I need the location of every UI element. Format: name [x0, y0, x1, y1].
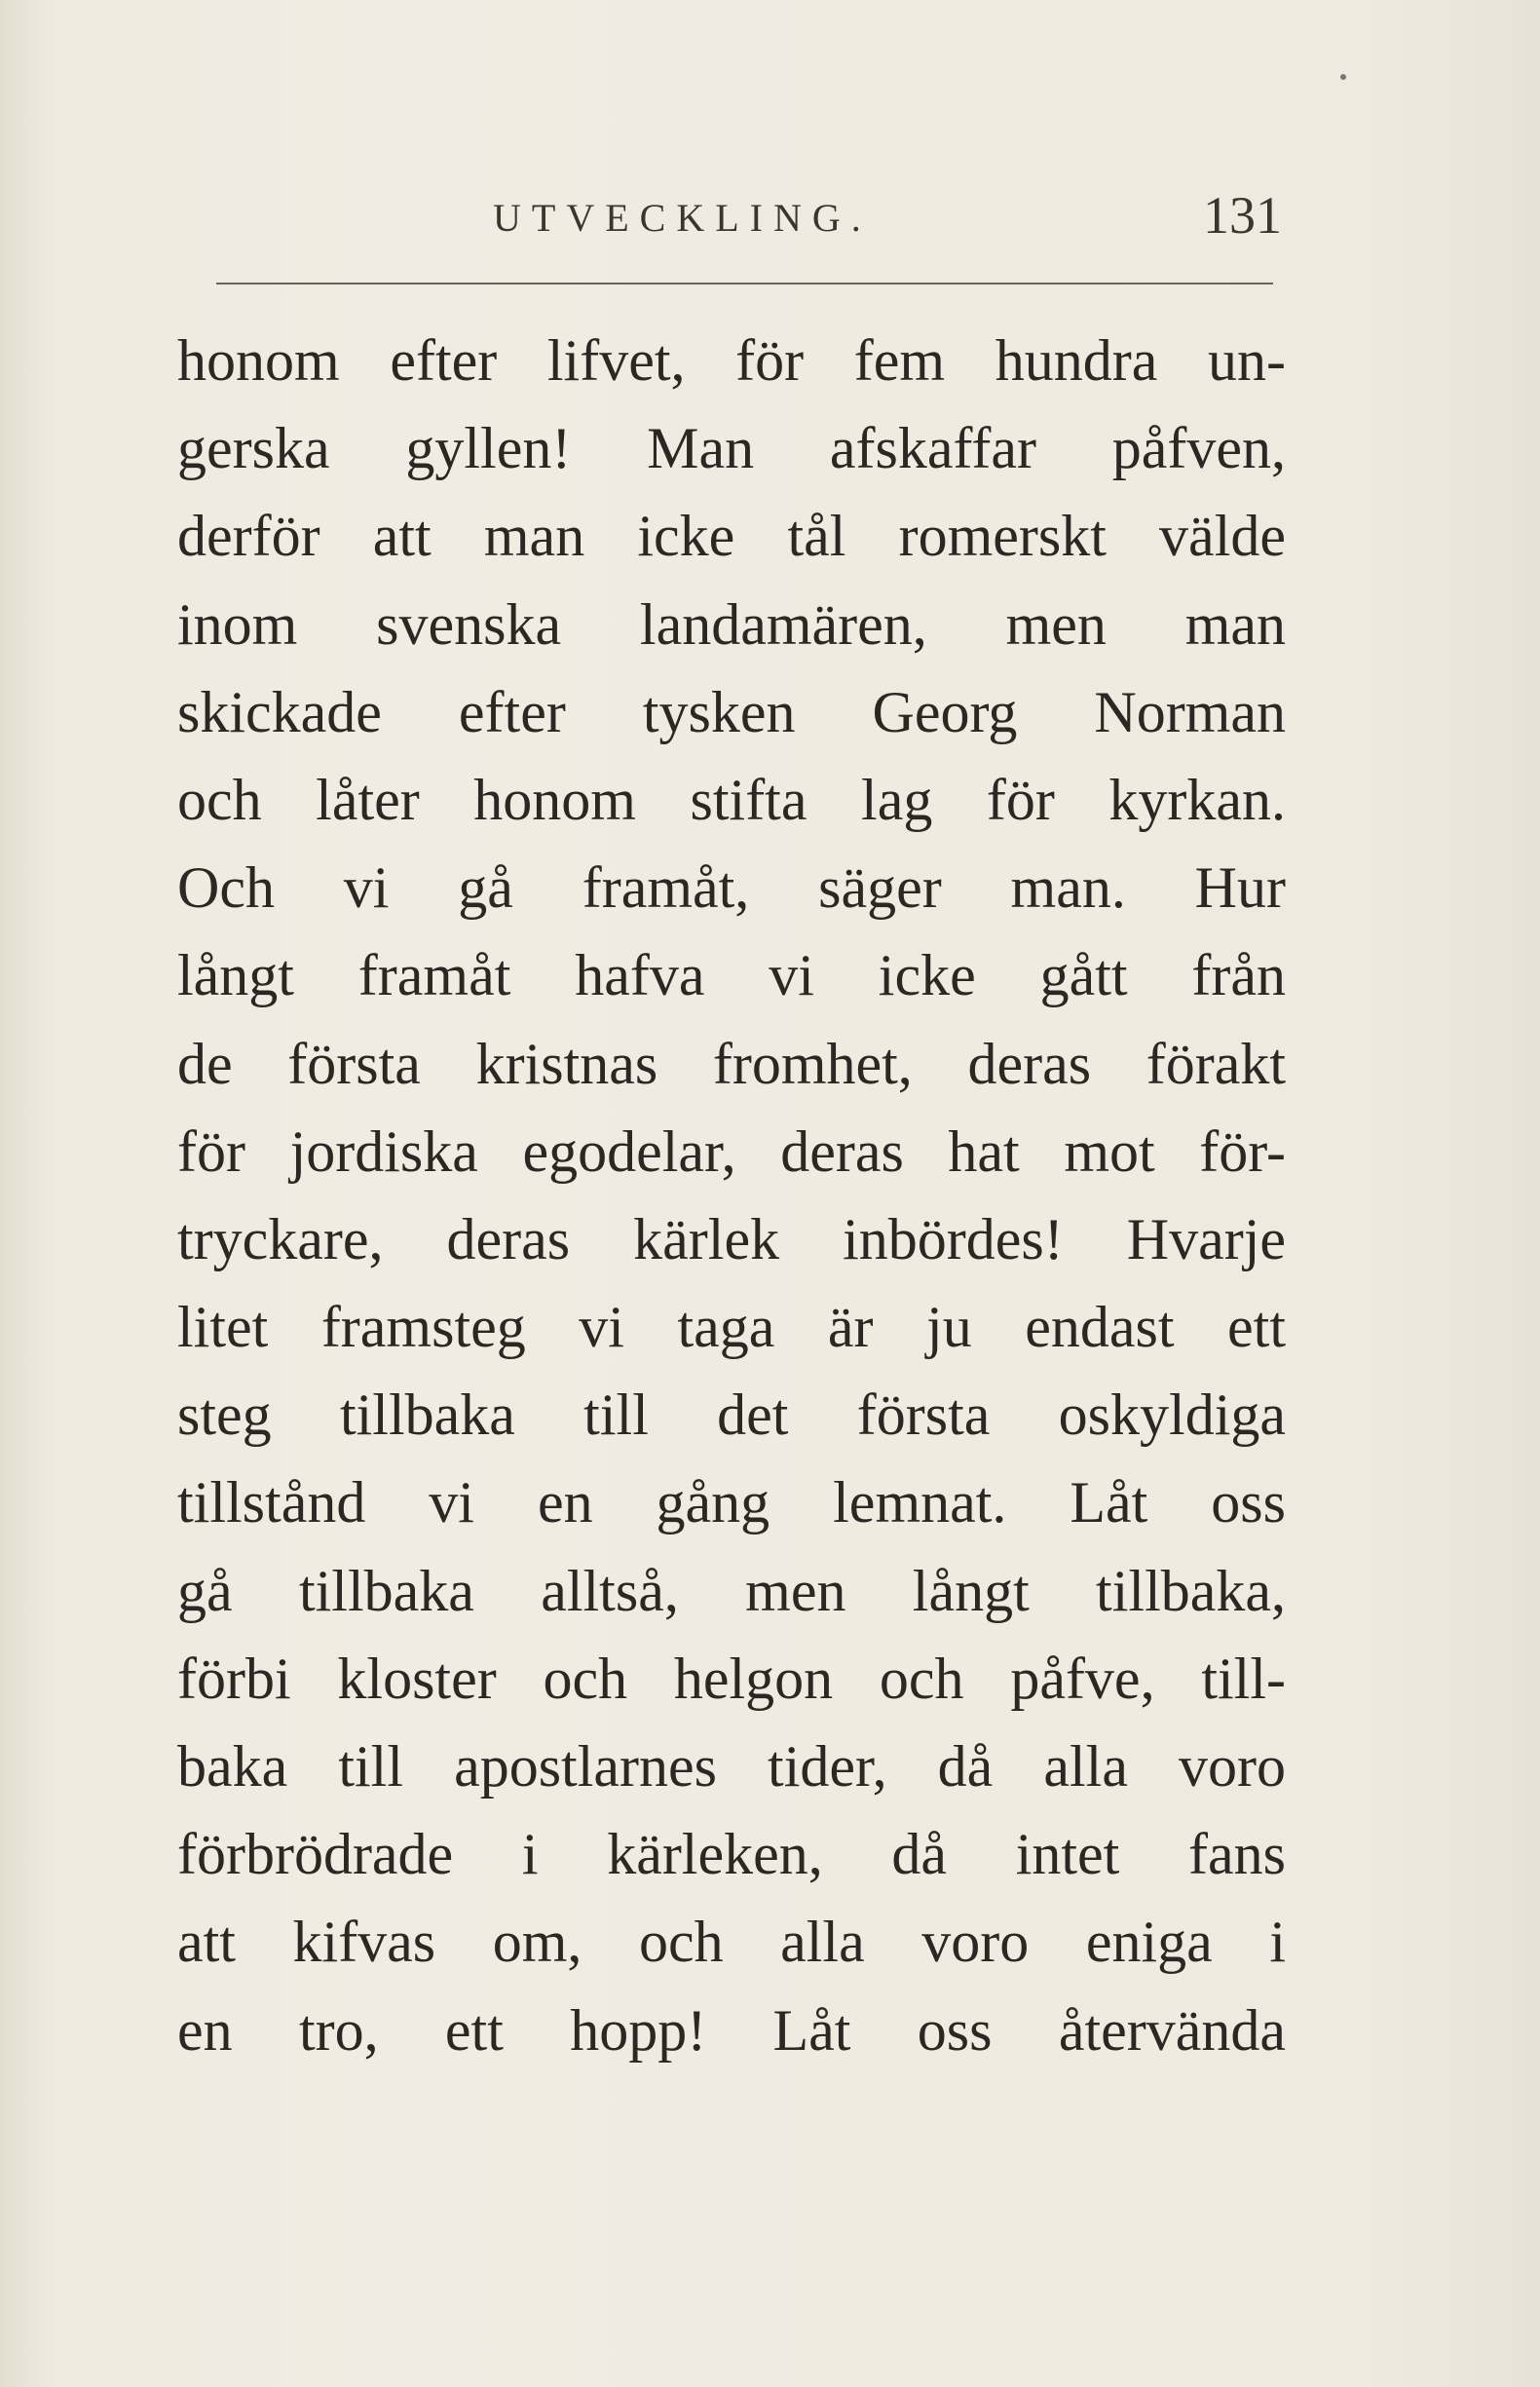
text-line: förbrödrade i kärleken, då intet fans [177, 1822, 1286, 1887]
text-line: gerska gyllen! Man afskaffar påfven, [177, 416, 1286, 481]
page-number: 131 [1203, 186, 1282, 245]
text-line: en tro, ett hopp! Låt oss återvända [177, 1997, 1286, 2063]
print-speck [1340, 74, 1346, 80]
text-line: tryckare, deras kärlek inbördes! Hvarje [177, 1206, 1286, 1271]
text-line: långt framåt hafva vi icke gått från [177, 943, 1286, 1008]
text-line: och låter honom stifta lag för kyrkan. [177, 767, 1286, 832]
text-line: för jordiska egodelar, deras hat mot för- [177, 1118, 1286, 1184]
text-line: derför att man icke tål romerskt välde [177, 504, 1286, 569]
text-line: förbi kloster och helgon och påfve, till- [177, 1646, 1286, 1711]
text-line: steg tillbaka till det första oskyldiga [177, 1383, 1286, 1448]
text-line: gå tillbaka alltså, men långt tillbaka, [177, 1558, 1286, 1623]
text-line: tillstånd vi en gång lemnat. Låt oss [177, 1470, 1286, 1535]
text-line: skickade efter tysken Georg Norman [177, 679, 1286, 744]
header-rule [216, 283, 1273, 284]
text-line: att kifvas om, och alla voro eniga i [177, 1910, 1286, 1975]
page-header [181, 185, 1282, 253]
text-line: de första kristnas fromhet, deras förakt [177, 1031, 1286, 1096]
text-line: baka till apostlarnes tider, då alla voro [177, 1734, 1286, 1799]
text-line: honom efter lifvet, för fem hundra un- [177, 328, 1286, 393]
running-title: UTVECKLING. [493, 196, 872, 240]
text-line: litet framsteg vi taga är ju endast ett [177, 1295, 1286, 1360]
body-text [177, 317, 1286, 2074]
text-line: Och vi gå framåt, säger man. Hur [177, 855, 1286, 921]
text-line: inom svenska landamären, men man [177, 591, 1286, 657]
